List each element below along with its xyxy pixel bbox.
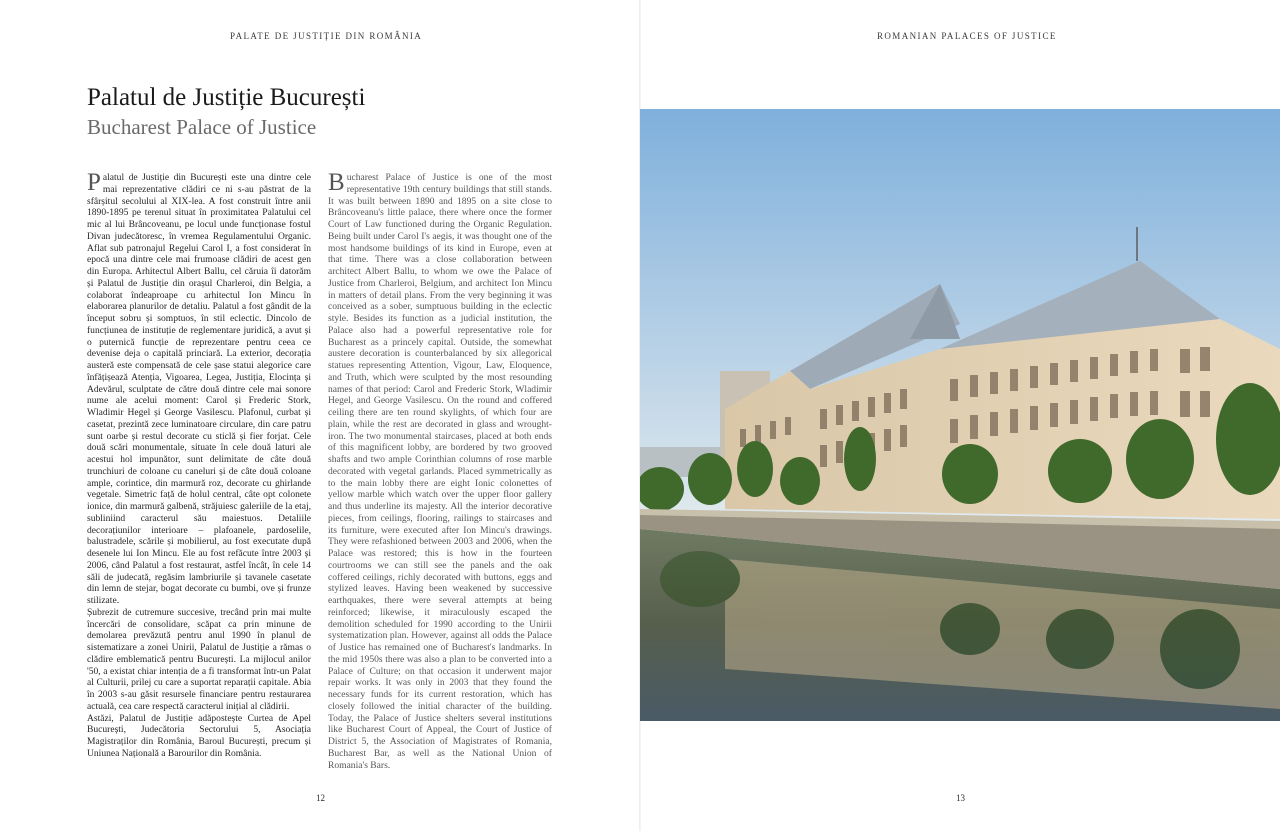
palace-photograph (640, 109, 1280, 721)
page-title-english: Bucharest Palace of Justice (87, 115, 317, 139)
page-number-left: 12 (316, 793, 325, 803)
romanian-paragraph-3: Astăzi, Palatul de Justiție adăpostește Curtea de Apel București, Judecătoria Sectorului 5, Asociația Magistraților din România, Baroul București, precum și Uniunea Națională a Barourilor din România. (87, 712, 311, 759)
romanian-paragraph-1 (87, 169, 311, 607)
english-paragraph-text: ucharest Palace of Justice is one of the most representative 19th century buildings that still stands. It was built between 1890 and 1895 on a site close to Brâncoveanu's little palace, there where once the former Court of Law functioned during the Organic Regulation. Being built under Carol I's aegis, it was thought one of the most handsome buildings of its kind in Europe, even at that time. There was a close collaboration between architect Albert Ballu, to whom we owe the Palace of Justice from Charleroi, Belgium, and architect Ion Mincu in matters of detail plans. From the very beginning it was conceived as a sober, sumptuous building in the eclectic style. Besides its function as a judicial institution, the Palace also had a powerful representative role for Bucharest as a princely capital. Outside, the somewhat austere decoration is counterbalanced by six allegorical statues representing Attention, Vigour, Law, Eloquence, and Truth, which were sculpted by the most resounding names of that period: Carol and Frederic Stork, Wladimir Hegel, and George Vasilescu. On the round and coffered ceiling there are ten round skylights, of which four are plain, while the rest are decorated in glass and wrought-iron. The two monumental staircases, placed at both ends of this magnificent lobby, are bordered by two grooved shafts and two ample Corinthian columns of rose marble decorated with vegetal garlands. Placed symmetrically as to the main lobby there are eight Ionic colonettes of yellow marble which watch over the upper floor gallery and thus underline its majesty. All the interior decorative pieces, from ceilings, flooring, railings to staircases and its furniture, were executed after Ion Mincu's drawings. They were refashioned between 2003 and 2006, when the Palace was restored; this is how in the fourteen courtrooms we can still see the panels and the oak coffered ceilings, richly decorated with buttons, eggs and stylized leaves. Having been weakened by successive earthquakes, there were several attempts at being reinforced; likewise, it miraculously escaped the demolition scheduled for 1990 according to the Unirii systematization plan. However, against all odds the Palace of Justice has remained one of Bucharest's landmarks. In the mid 1950s there was also a plan to be converted into a Palace of Culture; on that occasion it underwent major repair works. It was only in 2003 that they found the necessary funds for its current restoration, which has closely followed the initial character of the building. Today, the Palace of Justice shelters several institutions like Bucharest Court of Appeal, the Court of Justice of District 5, the Association of Magistrates of Romania, Bucharest Bar, as well as the National Union of Romania's Bars. (328, 172, 552, 771)
english-text-column (328, 169, 552, 771)
palace-illustration (640, 109, 1280, 721)
running-head-left: PALATE DE JUSTIȚIE DIN ROMÂNIA (230, 31, 423, 41)
english-paragraph (328, 169, 552, 771)
romanian-paragraph-1-text: alatul de Justiție din București este una dintre cele mai reprezentative clădiri ce ni s-au păstrat de la sfârșitul secolului al XIX-lea. A fost construit între anii 1890-1895 pe terenul situat în proximitatea Palatului cel mic al lui Brâncoveanu, pe locul unde funcționase fostul Divan judecătoresc, în vremea Regulamentului Organic. Aflat sub patronajul Regelui Carol I, a fost considerat în epocă una dintre cele mai frumoase clădiri de acest gen din Europa. Arhitectul Albert Ballu, cel căruia îi datorăm și Palatul de Justiție din orașul Charleroi, din Belgia, a colaborat îndeaproape cu arhitectul Ion Mincu în elaborarea planurilor de detaliu. Palatul a fost gândit de la început sobru și somptuos, în stil eclectic. Dincolo de funcțiunea de instituție de reglementare juridică, a avut și o puternică funcție de reprezentare pentru ceea ce devenise deja o capitală princiară. La exterior, decorația austeră este compensată de cele șase statui alegorice care înfățișează Atenția, Vigoarea, Legea, Justiția, Elocința și Adevărul, sculptate de către două dintre cele mai sonore nume ale acelui moment: Carol și Frederic Stork, Wladimir Hegel și George Vasilescu. Plafonul, curbat și casetat, prezintă zece luminatoare circulare, din care patru sunt oarbe și restul decorate cu sticlă și fier forjat. Cele două scări monumentale, situate în cele două laturi ale acestui hol impunător, sunt delimitate de câte două trunchiuri de coloane cu caneluri și de câte două coloane ample, corintice, din marmură roz, decorate cu ghirlande vegetale. Simetric față de holul central, câte opt colonete ionice, din marmură galbenă, străjuiesc galeriile de la etaj, subliniind caracterul său maiestuos. Detaliile decorațiunilor interioare – plafoanele, pardoselile, balustradele, scările și mobilierul, au fost executate după desenele lui Ion Mincu. Ele au fost refăcute între 2003 și 2006, când Palatul a fost restaurat, astfel încât, în cele 14 săli de judecată, regăsim lambriurile și tavanele casetate din lemn de stejar, bogat decorate cu bumbi, ove și frunze stilizate. (87, 172, 311, 606)
romanian-text-column (87, 169, 311, 760)
running-head-right: ROMANIAN PALACES OF JUSTICE (877, 31, 1057, 41)
romanian-drop-cap: P (87, 169, 101, 196)
page-number-right: 13 (956, 793, 965, 803)
page-title-romanian: Palatul de Justiție București (87, 84, 366, 111)
english-drop-cap: B (328, 169, 345, 196)
romanian-paragraph-2: Șubrezit de cutremure succesive, trecând prin mai multe încercări de consolidare, scăpat ca prin minune de demolarea prevăzută pentru anul 1990 în planul de sistematizare a zonei Unirii, Palatul de Justiție a rămas o clădire emblematică pentru București. La mijlocul anilor '50, a existat chiar intenția de a fi transformat într-un Palat al Culturii, prilej cu care a suportat reparații capitale. Abia în 2003 s-au găsit resursele financiare pentru restaurarea actuală, cea care respectă caracterul inițial al clădirii. (87, 606, 311, 712)
